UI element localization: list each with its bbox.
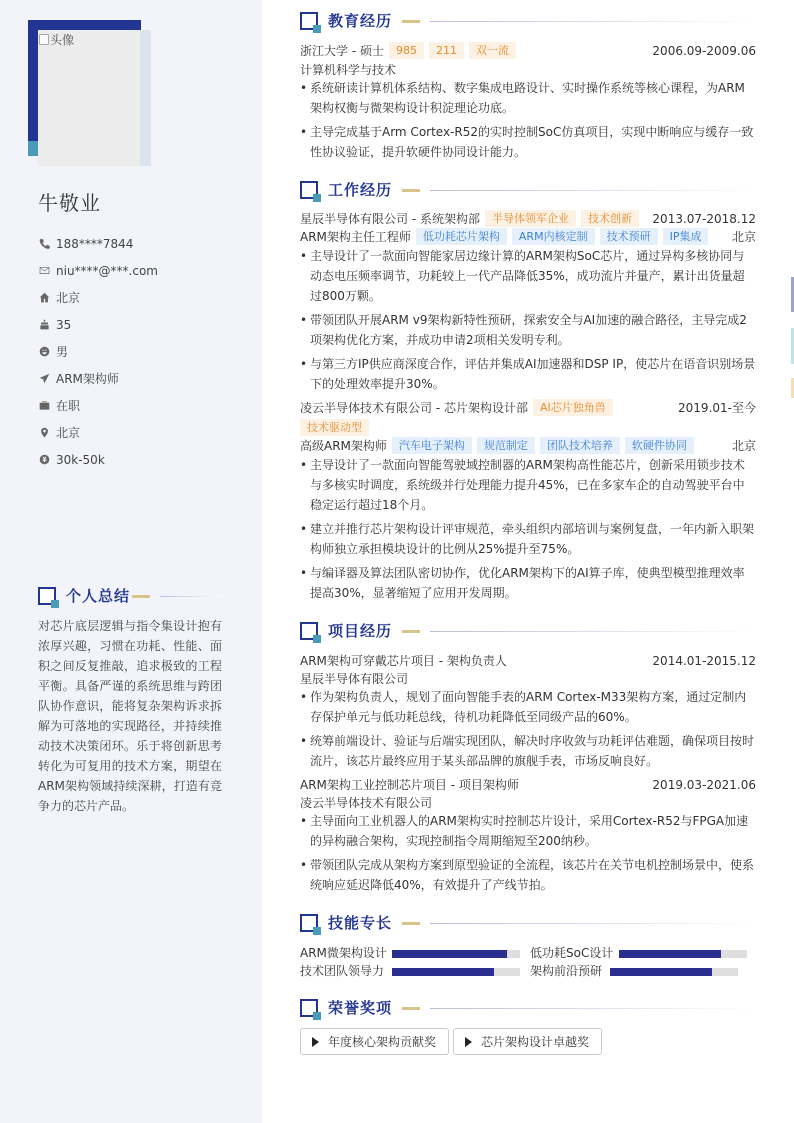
section-divider	[430, 21, 756, 22]
role-tag: 规范制定	[477, 437, 535, 454]
section-title: 工作经历	[328, 181, 393, 199]
education-major: 计算机科学与技术	[300, 63, 397, 77]
section-accent-bar	[132, 595, 150, 598]
info-email	[38, 257, 158, 284]
skill-bar	[610, 968, 738, 976]
info-text: 北京	[56, 426, 81, 440]
job-header-row	[300, 210, 756, 227]
job-bullet: • 建立并推行芯片架构设计评审规范，牵头组织内部培训与案例复盘，一年内新入职架构师独立承担模块设计的比例从25%提升至75%。	[300, 519, 756, 559]
job-bullet: • 与编译器及算法团队密切协作，优化ARM架构下的AI算子库，使典型模型推理效率提高30%，显著缩短了应用开发周期。	[300, 563, 756, 603]
info-text: ARM架构师	[56, 372, 119, 386]
send-icon	[38, 373, 50, 385]
skill-name: 技术团队领导力	[300, 964, 385, 978]
sidebar	[0, 0, 262, 1123]
section-square-icon	[38, 587, 56, 605]
education-bullet: • 主导完成基于Arm Cortex-R52的实时控制SoC仿真项目，实现中断响应与缓存一致性协议验证，提升软硬件协同设计能力。	[300, 122, 756, 162]
skill-item	[300, 946, 520, 960]
job-role: 高级ARM架构师	[300, 439, 387, 453]
briefcase-icon	[38, 400, 50, 412]
section-square-icon	[300, 622, 318, 640]
broken-image-icon	[39, 34, 49, 45]
skill-name: 架构前沿预研	[530, 964, 603, 978]
mail-icon	[38, 265, 50, 277]
skill-item	[300, 964, 520, 978]
info-gender	[38, 338, 158, 365]
job-role: ARM架构主任工程师	[300, 230, 411, 244]
info-salary	[38, 446, 158, 473]
award-item[interactable]	[453, 1028, 602, 1055]
skill-bar	[619, 950, 747, 958]
info-phone	[38, 230, 158, 257]
job-tag-overflow-row	[300, 419, 756, 436]
education-date: 2006.09-2009.06	[652, 43, 756, 58]
section-accent-bar	[402, 630, 420, 633]
education-bullet: • 系统研读计算机体系结构、数字集成电路设计、实时操作系统等核心课程，为ARM架构权衡与微架构设计积淀理论功底。	[300, 78, 756, 118]
section-title: 技能专长	[328, 914, 393, 932]
skill-bar-fill	[610, 968, 712, 976]
skills-section-header	[300, 913, 756, 935]
skill-bar-fill	[392, 968, 494, 976]
section-square-icon	[300, 181, 318, 199]
cake-icon	[38, 319, 50, 331]
info-text: 在职	[56, 399, 81, 413]
avatar	[38, 30, 140, 166]
info-text: niu****@***.com	[56, 263, 158, 278]
section-divider	[430, 190, 756, 191]
role-tag: 汽车电子架构	[392, 437, 472, 454]
school-tag: 双一流	[469, 42, 516, 59]
job-date: 2013.07-2018.12	[652, 211, 756, 226]
role-tag: 团队技术培养	[540, 437, 620, 454]
section-square-icon	[300, 999, 318, 1017]
project-date: 2019.03-2021.06	[652, 777, 756, 792]
contact-info-list	[38, 230, 158, 473]
section-title: 个人总结	[66, 587, 131, 605]
school-tag: 985	[389, 42, 424, 59]
candidate-name: 牛敬业	[38, 191, 101, 215]
job-city: 北京	[731, 230, 756, 244]
photo-frame	[28, 20, 152, 166]
job-bullet: • 主导设计了一款面向智能驾驶域控制器的ARM架构高性能芯片，创新采用锁步技术与多核实时调度，系统级并行处理能力提升45%，已在多家车企的自动驾驶平台中稳定运行超过18个月。	[300, 455, 756, 515]
projects-section-header	[300, 621, 756, 643]
company-tag: 技术驱动型	[300, 419, 369, 436]
project-header-row	[300, 652, 756, 669]
project-header-row	[300, 776, 756, 793]
job-company: 星辰半导体有限公司 - 系统架构部	[300, 212, 480, 226]
job-bullet: • 主导设计了一款面向智能家居边缘计算的ARM架构SoC芯片，通过异构多核协同与动态电压频率调节，功耗较上一代产品降低35%，成功流片并量产，累计出货量超过800万颗。	[300, 246, 756, 306]
section-divider	[430, 631, 756, 632]
skill-item	[530, 946, 747, 960]
role-tag: IP集成	[663, 228, 709, 245]
section-square-icon	[300, 914, 318, 932]
awards-section-header	[300, 998, 756, 1020]
role-tag: 低功耗芯片架构	[416, 228, 507, 245]
skill-bar-fill	[392, 950, 507, 958]
summary-text: 对芯片底层逻辑与指令集设计抱有浓厚兴趣，习惯在功耗、性能、面积之间反复推敲，追求极致的工程平衡。具备严谨的系统思维与跨团队协作意识，能将复杂架构诉求拆解为可落地的实现路径，并持续推动技术决策闭环。乐于将创新思考转化为可复用的技术方案，期望在ARM架构领域持续深耕，打造有竞争力的芯片产品。	[38, 619, 222, 813]
job-role-row	[300, 228, 756, 245]
skill-name: ARM微架构设计	[300, 946, 387, 960]
photo-accent	[28, 141, 38, 156]
project-date: 2014.01-2015.12	[652, 653, 756, 668]
job-header-row	[300, 399, 756, 416]
project-bullet: • 统筹前端设计、验证与后端实现团队，解决时序收敛与功耗评估难题，确保项目按时流片，该芯片最终应用于某头部品牌的旗舰手表，市场反响良好。	[300, 731, 756, 771]
skill-item	[530, 964, 738, 978]
play-triangle-icon	[312, 1037, 319, 1047]
home-icon	[38, 292, 50, 304]
award-name: 芯片架构设计卓越奖	[481, 1035, 590, 1049]
role-tag: 技术预研	[600, 228, 658, 245]
salary-icon	[38, 454, 50, 466]
info-text: 男	[56, 345, 69, 359]
section-accent-bar	[402, 20, 420, 23]
info-status	[38, 392, 158, 419]
skill-bar	[392, 950, 520, 958]
company-tag: 半导体领军企业	[485, 210, 576, 227]
project-bullet: • 带领团队完成从架构方案到原型验证的全流程，该芯片在关节电机控制场景中，使系统响应延迟降低40%，有效提升了产线节拍。	[300, 855, 756, 895]
project-bullet: • 主导面向工业机器人的ARM架构实时控制芯片设计，采用Cortex-R52与FPGA加速的异构融合架构，实现控制指令周期缩短至200纳秒。	[300, 811, 756, 851]
section-square-icon	[300, 12, 318, 30]
project-bullet: • 作为架构负责人，规划了面向智能手表的ARM Cortex-M33架构方案，通过定制内存保护单元与低功耗总线，待机功耗降低至同级产品的60%。	[300, 687, 756, 727]
section-accent-bar	[402, 189, 420, 192]
info-position	[38, 365, 158, 392]
award-item[interactable]	[300, 1028, 449, 1055]
gender-icon	[38, 346, 50, 358]
job-date: 2019.01-至今	[678, 401, 756, 415]
skill-name: 低功耗SoC设计	[530, 946, 614, 960]
section-divider	[430, 923, 756, 924]
role-tag: ARM内核定制	[512, 228, 595, 245]
skill-bar	[392, 968, 520, 976]
section-accent-bar	[402, 1007, 420, 1010]
phone-icon	[38, 238, 50, 250]
info-home	[38, 284, 158, 311]
role-tag: 软硬件协同	[625, 437, 694, 454]
section-title: 项目经历	[328, 622, 393, 640]
skill-bar-fill	[619, 950, 721, 958]
school-name: 浙江大学 - 硕士	[300, 44, 384, 58]
info-text: 35	[56, 317, 72, 332]
info-location	[38, 419, 158, 446]
project-name: ARM架构可穿戴芯片项目 - 架构负责人	[300, 654, 507, 668]
education-header-row	[300, 42, 756, 59]
section-accent-bar	[402, 922, 420, 925]
education-section-header	[300, 11, 756, 33]
info-age	[38, 311, 158, 338]
job-bullet: • 带领团队开展ARM v9架构新特性预研，探索安全与AI加速的融合路径，主导完成2项架构优化方案，并成功申请2项相关发明专利。	[300, 310, 756, 350]
info-text: 188****7844	[56, 236, 134, 251]
section-title: 教育经历	[328, 12, 393, 30]
award-name: 年度核心架构贡献奖	[328, 1035, 437, 1049]
company-tag: AI芯片独角兽	[533, 399, 613, 416]
project-company: 凌云半导体技术有限公司	[300, 796, 433, 810]
info-text: 30k-50k	[56, 452, 105, 467]
section-divider	[430, 1008, 756, 1009]
section-title: 荣誉奖项	[328, 999, 393, 1017]
project-company: 星辰半导体有限公司	[300, 672, 409, 686]
avatar-alt-text: 头像	[50, 33, 75, 47]
play-triangle-icon	[465, 1037, 472, 1047]
job-bullet: • 与第三方IP供应商深度合作，评估并集成AI加速器和DSP IP，使芯片在语音识别场景下的处理效率提升30%。	[300, 354, 756, 394]
company-tag: 技术创新	[581, 210, 639, 227]
location-pin-icon	[38, 427, 50, 439]
info-text: 北京	[56, 291, 81, 305]
job-city: 北京	[731, 439, 756, 453]
job-company: 凌云半导体技术有限公司 - 芯片架构设计部	[300, 401, 528, 415]
project-name: ARM架构工业控制芯片项目 - 项目架构师	[300, 778, 519, 792]
school-tag: 211	[429, 42, 464, 59]
job-role-row	[300, 437, 756, 454]
summary-section-header	[38, 586, 222, 606]
section-divider	[160, 596, 222, 597]
work-section-header	[300, 180, 756, 202]
